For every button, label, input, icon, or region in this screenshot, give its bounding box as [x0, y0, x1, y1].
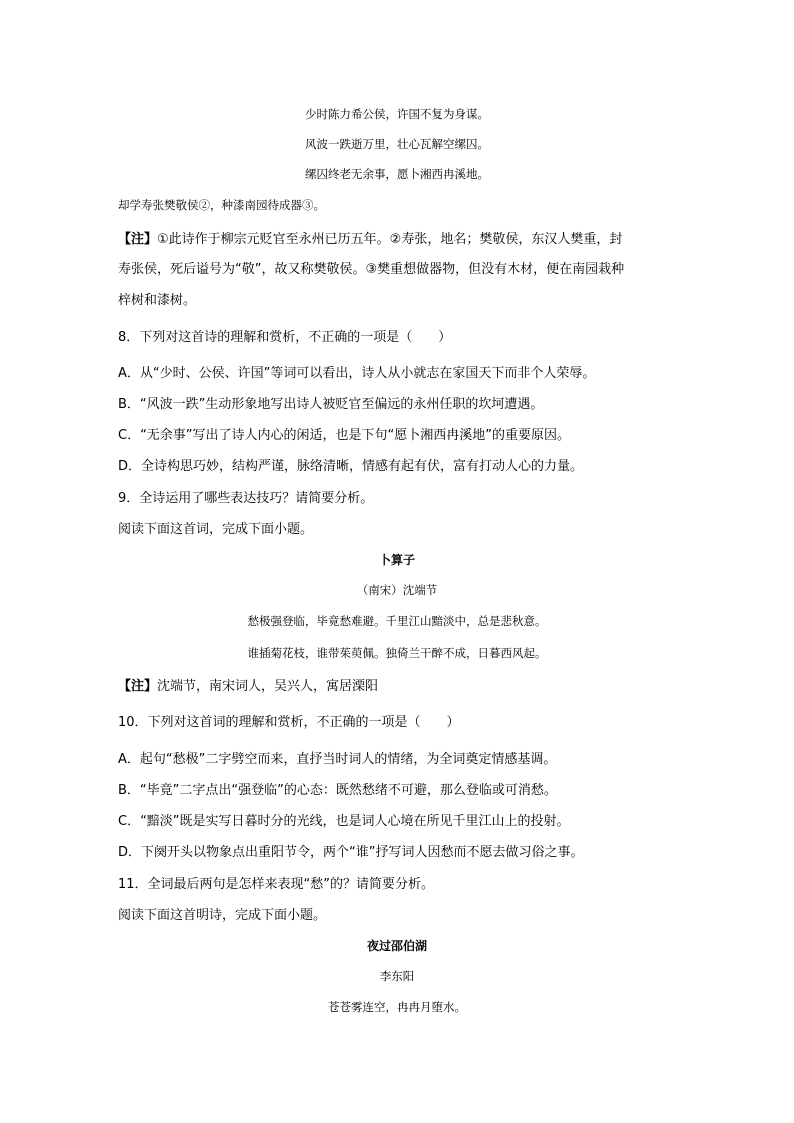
q10-option-b: B．“毕竟”二字点出“强登临”的心态：既然愁绪不可避，那么登临或可消愁。 [118, 783, 557, 798]
note2-line [118, 675, 378, 694]
note1-line-3: 梓树和漆树。 [118, 293, 197, 308]
q10-option-d: D．下阕开头以物象点出重阳节令，两个“谁”抒写词人因愁而不愿去做习俗之事。 [118, 845, 584, 860]
note1-label: 【注】 [118, 232, 158, 247]
poem1-last-line: 却学寿张樊敬侯②，种漆南园待成器③。 [118, 198, 325, 212]
q10-stem: 10．下列对这首词的理解和赏析，不正确的一项是（ ） [118, 715, 460, 730]
poem2-line-2: 谁插菊花枝，谁带茱萸佩。独倚兰干醉不成，日暮西风起。 [247, 646, 547, 660]
note1-text-1: ①此诗作于柳宗元贬官至永州已历五年。②寿张，地名；樊敬侯，东汉人樊重，封 [157, 232, 623, 247]
note1-line-1 [118, 228, 622, 247]
q8-option-b: B．“风波一跌”生动形象地写出诗人被贬官至偏远的永州任职的坎坷遭遇。 [118, 397, 544, 412]
poem2-line-1: 愁极强登临，毕竟愁难避。千里江山黯淡中，总是悲秋意。 [247, 614, 547, 628]
q10-option-c: C．“黯淡”既是实写日暮时分的光线，也是词人心境在所见千里江山上的投射。 [118, 814, 570, 829]
poem3-author: 李东阳 [379, 969, 415, 983]
q8-option-d: D．全诗构思巧妙，结构严谨，脉络清晰，情感有起有伏，富有打动人心的力量。 [118, 459, 584, 474]
intro-ming-poem: 阅读下面这首明诗，完成下面小题。 [118, 908, 327, 923]
q10-option-a: A．起句“愁极”二字劈空而来，直抒当时词人的情绪，为全词奠定情感基调。 [118, 752, 557, 767]
poem3-title: 夜过邵伯湖 [366, 939, 427, 953]
note1-line-2: 寿张侯，死后谥号为“敬”，故又称樊敬侯。③樊重想做器物，但没有木材，便在南园栽种 [118, 262, 625, 277]
note2-text: 沈端节，南宋词人，吴兴人，寓居溧阳 [157, 679, 379, 694]
q9-stem: 9．全诗运用了哪些表达技巧？请简要分析。 [118, 491, 374, 506]
poem3-line-1: 苍苍雾连空，冉冉月堕水。 [328, 1000, 466, 1014]
q8-option-c: C．“无余事”写出了诗人内心的闲适，也是下句“愿卜湘西冉溪地”的重要原因。 [118, 428, 571, 443]
note2-label: 【注】 [118, 679, 158, 694]
intro-ci: 阅读下面这首词，完成下面小题。 [118, 522, 314, 537]
poem1-line-1: 少时陈力希公侯，许国不复为身谋。 [305, 107, 489, 121]
q8-option-a: A．从“少时、公侯、许国”等词可以看出，诗人从小就志在家国天下而非个人荣辱。 [118, 366, 596, 381]
poem1-line-3: 缧囚终老无余事，愿卜湘西冉溪地。 [305, 167, 489, 181]
poem2-title: 卜算子 [378, 553, 415, 567]
poem1-line-2: 风波一跌逝万里，壮心瓦解空缧囚。 [305, 137, 489, 151]
q11-stem: 11．全词最后两句是怎样来表现“愁”的？请简要分析。 [118, 877, 435, 892]
poem2-author: （南宋）沈端节 [356, 583, 438, 597]
q8-stem: 8．下列对这首诗的理解和赏析，不正确的一项是（ ） [118, 330, 452, 345]
